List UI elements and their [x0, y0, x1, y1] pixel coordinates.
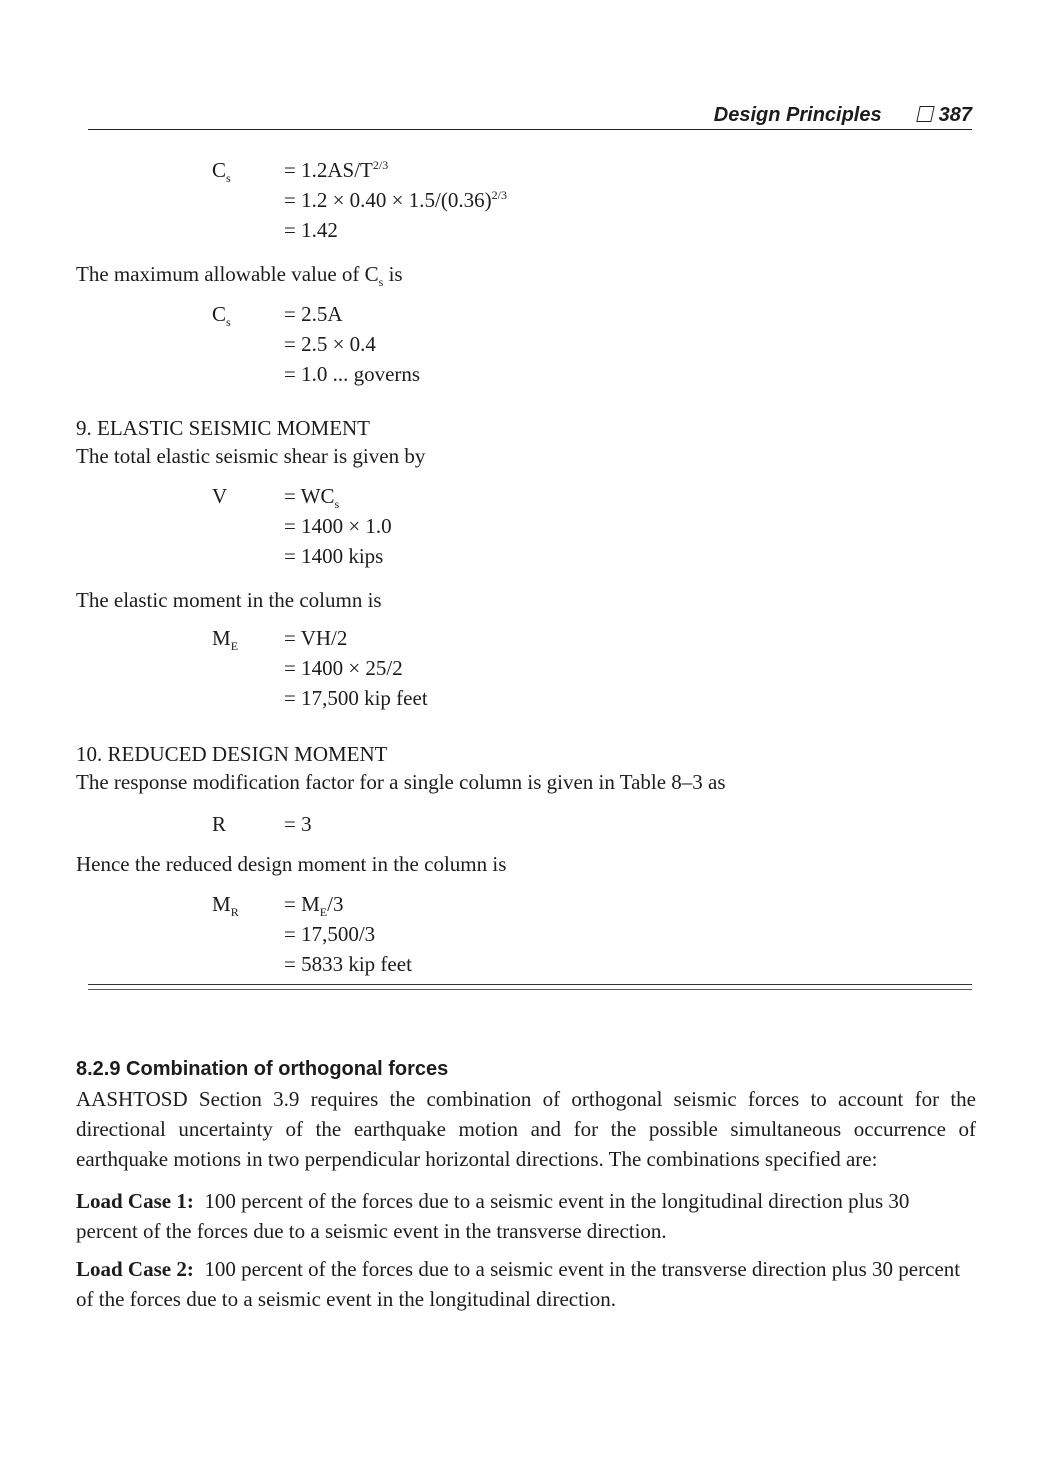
load-case-label: Load Case 1 [76, 1189, 187, 1213]
load-case-1: Load Case 1: 100 percent of the forces due to a seismic event in the longitudinal direction plus 30 percent of the forces due to a seismic event in the transverse direction. [76, 1189, 910, 1243]
eq-line: = 17,500 kip feet [284, 686, 428, 710]
paragraph-hence: Hence the reduced design moment in the column is [76, 852, 507, 876]
paragraph-elastic: The elastic moment in the column is [76, 588, 382, 612]
eq-line: = 3 [284, 812, 312, 836]
load-case-2: Load Case 2: 100 percent of the forces due to a seismic event in the transverse direction plus 30 percent of the forces due to a seismic event in the longitudinal direction. [76, 1257, 961, 1311]
eq-line: = 1400 kips [284, 544, 384, 568]
eq-lhs-cs: $C_s$ [212, 302, 231, 330]
paragraph-intro-9: The total elastic seismic shear is given by [76, 444, 426, 468]
paragraph-intro-10: The response modification factor for a single column is given in Table 8–3 as [76, 770, 726, 794]
page-number: 387 [938, 104, 972, 126]
section-heading-829: 8.2.9 Combination of orthogonal forces [76, 1058, 449, 1080]
section-heading-10: 10. REDUCED DESIGN MOMENT [76, 742, 388, 766]
load-case-text: 100 percent of the forces due to a seismic event in the transverse direction plus 30 percent of the forces due to a seismic event in the longitudinal direction. [76, 1257, 961, 1311]
eq-line: = 1400 × 1.0 [284, 514, 392, 538]
load-case-label: Load Case 2 [76, 1257, 187, 1281]
eq-line: = VH/2 [284, 626, 348, 650]
section-heading-9: 9. ELASTIC SEISMIC MOMENT [76, 416, 371, 440]
eq-lhs-v: V [212, 484, 228, 508]
paragraph-max-cs: The maximum allowable value of $C_s$ is [76, 262, 403, 290]
header-rule [88, 129, 972, 130]
eq-line: = 2.5 × 0.4 [284, 332, 376, 356]
eq-line: = 5833 kip feet [284, 952, 412, 976]
example-end-rule [88, 984, 972, 985]
eq-line: = $1.2AS/T^{2/3}$ [284, 158, 389, 182]
eq-line: = 17,500/3 [284, 922, 376, 946]
eq-lhs-me: $M_E$ [212, 626, 239, 654]
header-title: Design Principles [713, 104, 882, 126]
paragraph-829-body: AASHTOSD Section 3.9 requires the combination of orthogonal seismic forces to account for the directional uncertainty of the earthquake motion and for the possible simultaneous occurrence of earthquake motions in two perpendicular horizontal directions. The combinations specified are: [76, 1087, 976, 1171]
box-icon [916, 106, 934, 122]
eq-line: = $WC_s$ [284, 484, 340, 512]
eq-line: = 2.5A [284, 302, 343, 326]
example-end-rule [88, 989, 972, 990]
eq-line: = 1.42 [284, 218, 338, 242]
eq-lhs-mr: $M_R$ [212, 892, 239, 920]
eq-lhs-r: R [212, 812, 227, 836]
eq-lhs-cs: $C_s$ [212, 158, 231, 186]
load-case-text: 100 percent of the forces due to a seismic event in the longitudinal direction plus 30 percent of the forces due to a seismic event in the transverse direction. [76, 1189, 910, 1243]
eq-line: = $M_E/3$ [284, 892, 344, 920]
eq-line: = 1.0 ... governs [284, 362, 421, 386]
eq-line: = 1400 × 25/2 [284, 656, 403, 680]
eq-line: = $1.2 \times 0.40 \times 1.5/(0.36)^{2/3}$ [284, 188, 507, 212]
